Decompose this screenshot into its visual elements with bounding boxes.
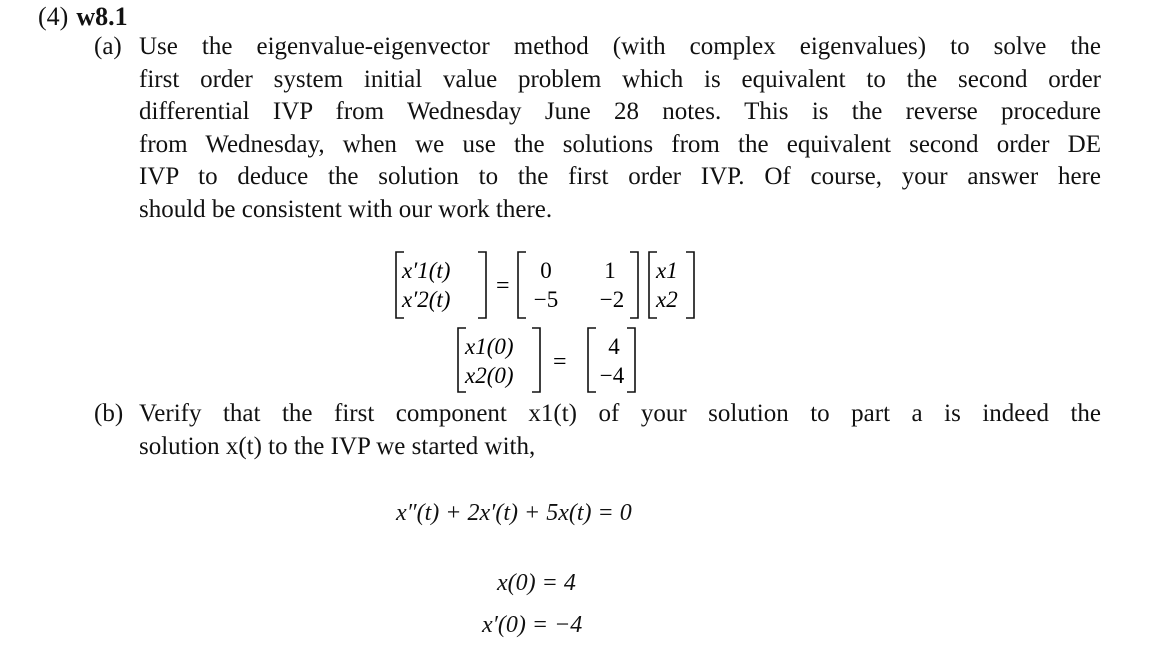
- part-a-line: Use the eigenvalue-eigenvector method (with complex eigenvalues) to solve the: [139, 33, 1101, 60]
- vector-entry: x2: [656, 287, 678, 312]
- ic-lhs-entry: x1(0): [465, 334, 514, 359]
- lhs-entry-1: x′1(t): [402, 258, 451, 283]
- part-b-line: Verify that the first component x1(t) of your solution to part a is indeed the: [139, 400, 1101, 427]
- ode-equation: x″(t) + 2x′(t) + 5x(t) = 0: [396, 500, 632, 526]
- ic-rhs-entry: −4: [599, 363, 625, 388]
- part-a-line: should be consistent with our work there.: [139, 195, 553, 223]
- part-b-line: solution x(t) to the IVP we started with,: [139, 432, 536, 460]
- matrix-entry: −2: [599, 287, 625, 312]
- bracket-right: [627, 328, 635, 392]
- matrix-entry: 0: [540, 258, 552, 283]
- part-a-line: first order system initial value problem which is equivalent to the second order: [139, 65, 1101, 93]
- matrix-entry: −5: [533, 287, 559, 312]
- equals-sign: =: [496, 273, 510, 299]
- vector-entry: x1: [656, 258, 678, 283]
- initial-condition-2: x′(0) = −4: [482, 612, 583, 638]
- problem-title: w8.1: [76, 2, 128, 31]
- part-a-label: (a): [94, 33, 122, 60]
- bracket-right: [686, 252, 694, 318]
- ic-lhs-entry: x2(0): [465, 363, 514, 388]
- part-a-line: from Wednesday, when we use the solutions from the equivalent second order DE: [139, 130, 1101, 158]
- lhs-entry-2: x′2(t): [402, 287, 451, 312]
- problem-number: (4): [38, 2, 69, 31]
- initial-condition-1: x(0) = 4: [497, 570, 576, 596]
- bracket-right: [478, 252, 486, 318]
- bracket-left: [518, 252, 526, 318]
- ic-rhs-entry: 4: [608, 334, 620, 359]
- bracket-right: [532, 328, 540, 392]
- matrix-entry: 1: [604, 258, 616, 283]
- bracket-right: [630, 252, 638, 318]
- part-a-line: IVP to deduce the solution to the first order IVP. Of course, your answer here: [139, 163, 1101, 190]
- bracket-left: [588, 328, 596, 392]
- part-b-label: (b): [94, 400, 124, 427]
- equals-sign: =: [553, 349, 567, 375]
- part-a-line: differential IVP from Wednesday June 28 notes. This is the reverse procedure: [139, 98, 1101, 125]
- part-b-text: [139, 398, 1101, 463]
